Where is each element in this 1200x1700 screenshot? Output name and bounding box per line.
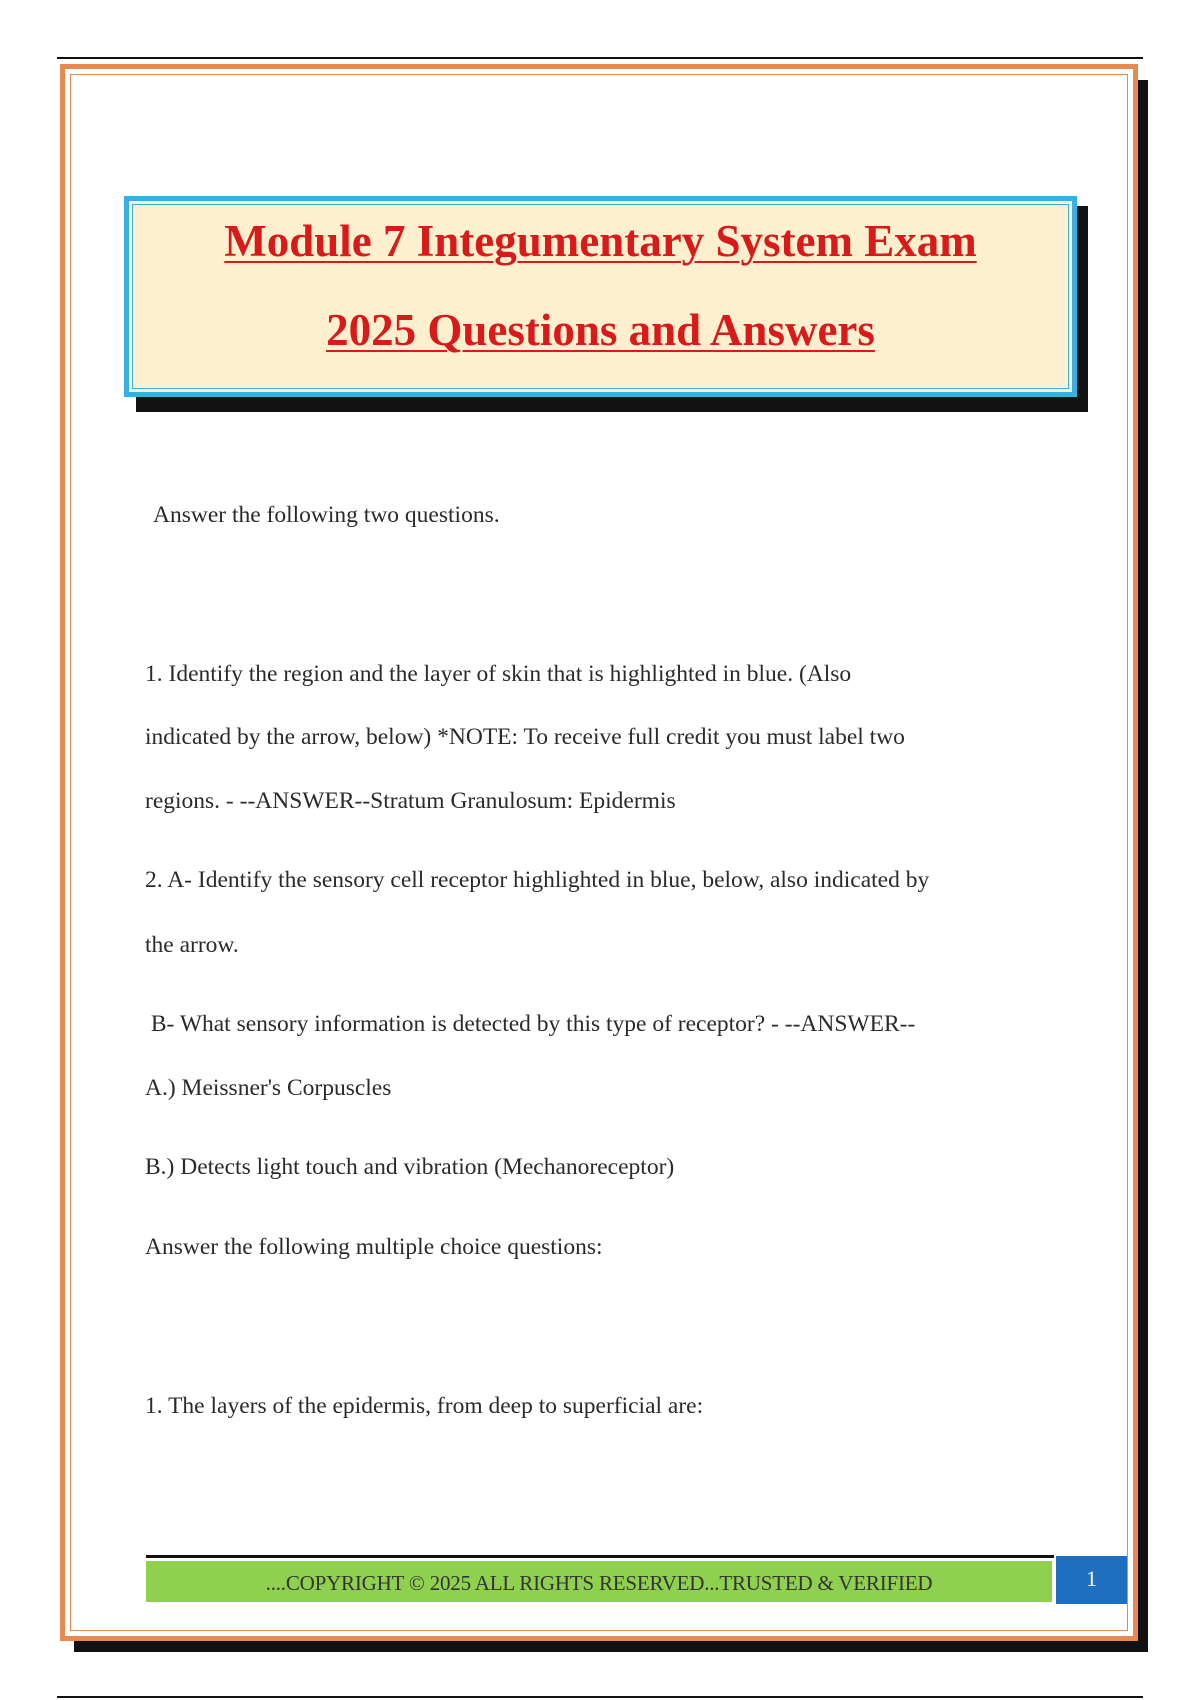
footer-copyright-bar (146, 1561, 1052, 1602)
footer-copyright-text: ....COPYRIGHT © 2025 ALL RIGHTS RESERVED...TRUSTED & VERIFIED (265, 1571, 933, 1595)
question-2-line-1: 2. A- Identify the sensory cell receptor highlighted in blue, below, also indicated by (145, 867, 930, 893)
question-2-answer-b: B.) Detects light touch and vibration (Mechanoreceptor) (145, 1154, 675, 1180)
question-2-answer-a: A.) Meissner's Corpuscles (145, 1075, 392, 1101)
question-1-answer: regions. - --ANSWER--Stratum Granulosum: Epidermis (145, 788, 676, 814)
bottom-rule (57, 1696, 1143, 1698)
mc-question-1: 1. The layers of the epidermis, from deep to superficial are: (145, 1393, 704, 1419)
mc-intro-text: Answer the following multiple choice questions: (145, 1234, 603, 1260)
page-number: 1 (1056, 1556, 1127, 1604)
question-1-line-1: 1. Identify the region and the layer of skin that is highlighted in blue. (Also (145, 661, 852, 687)
title-box (124, 196, 1077, 397)
top-rule (57, 57, 1143, 59)
footer-rule (146, 1555, 1054, 1558)
title-line-1: Module 7 Integumentary System Exam (224, 216, 977, 266)
question-2-part-b: B- What sensory information is detected by this type of receptor? - --ANSWER-- (145, 1011, 916, 1037)
intro-text: Answer the following two questions. (153, 502, 500, 528)
question-2-line-2: the arrow. (145, 932, 239, 958)
title-line-2: 2025 Questions and Answers (326, 305, 875, 355)
question-1-line-2: indicated by the arrow, below) *NOTE: To receive full credit you must label two (145, 724, 905, 750)
